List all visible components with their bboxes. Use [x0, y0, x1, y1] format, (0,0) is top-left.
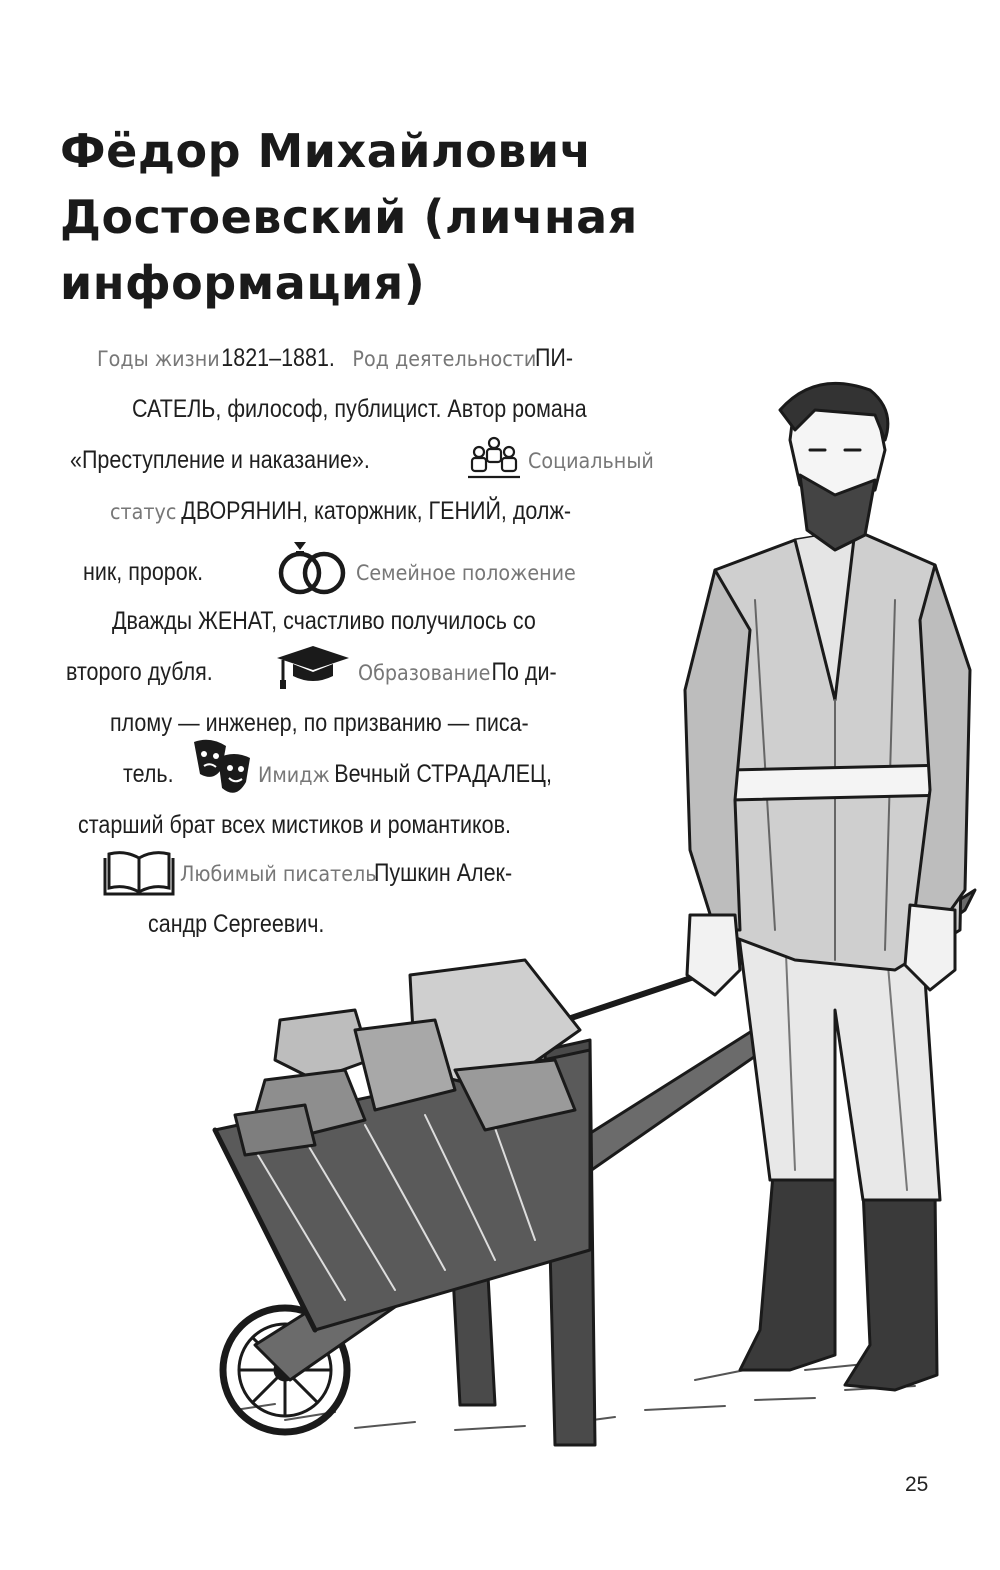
bio-line-2	[132, 394, 587, 424]
title-line-2: Достоевский (личная	[60, 190, 638, 244]
occupation-line-1: ПИ-	[534, 344, 574, 372]
family-label: Семейное положение	[356, 561, 576, 585]
bio-line-3	[70, 445, 370, 475]
years-value: 1821–1881.	[221, 344, 335, 372]
bio-line-5	[83, 557, 203, 587]
page-number: 25	[905, 1473, 929, 1496]
writer-label: Любимый писатель	[180, 862, 377, 886]
social-label-line-1: Социальный	[528, 449, 654, 473]
social-label-line-1-wrap	[528, 445, 655, 476]
occupation-line-2: САТЕЛЬ, философ, публицист. Автор романа	[132, 395, 587, 423]
title-line-3: информация)	[60, 256, 426, 310]
people-group-icon	[466, 436, 522, 480]
writer-label-wrap	[180, 858, 512, 889]
wedding-rings-icon	[276, 538, 350, 598]
image-line-1: Вечный СТРАДАЛЕЦ,	[334, 760, 552, 788]
bio-line-1	[97, 343, 573, 374]
education-label: Образование	[358, 661, 491, 685]
years-label: Годы жизни	[97, 347, 220, 371]
social-line-2: ник, пророк.	[83, 558, 204, 586]
writer-line-2: сандр Сергеевич.	[148, 910, 325, 938]
family-label-wrap	[356, 557, 576, 588]
theater-masks-icon	[192, 738, 252, 800]
graduation-cap-icon	[275, 642, 351, 692]
social-line-1: ДВОРЯНИН, каторжник, ГЕНИЙ, долж-	[181, 497, 572, 525]
image-line-2: старший брат всех мистиков и романтиков.	[78, 811, 511, 839]
image-label: Имидж	[258, 763, 330, 787]
bio-line-12	[148, 909, 324, 939]
education-line-3: тель.	[123, 760, 174, 788]
bio-line-6	[112, 606, 536, 636]
education-line-1: По ди-	[491, 658, 557, 686]
bio-line-9	[123, 759, 174, 789]
image-label-wrap	[258, 759, 552, 790]
family-line-1: Дважды ЖЕНАТ, счастливо получилось со	[112, 607, 536, 635]
education-label-wrap	[358, 657, 557, 688]
bio-line-10	[78, 810, 511, 840]
bio-line-4	[110, 496, 571, 527]
bio-line-7	[66, 657, 213, 687]
open-book-icon	[103, 848, 175, 898]
bio-line-8	[110, 708, 529, 738]
social-label-line-2: статус	[110, 500, 177, 524]
family-line-2: второго дубля.	[66, 658, 213, 686]
occupation-label: Род деятельности	[352, 347, 537, 371]
occupation-line-3: «Преступление и наказание».	[70, 446, 370, 474]
title-line-1: Фёдор Михайлович	[60, 124, 592, 178]
writer-line-1: Пушкин Алек-	[373, 859, 513, 887]
education-line-2: плому — инженер, по призванию — писа-	[110, 709, 529, 737]
